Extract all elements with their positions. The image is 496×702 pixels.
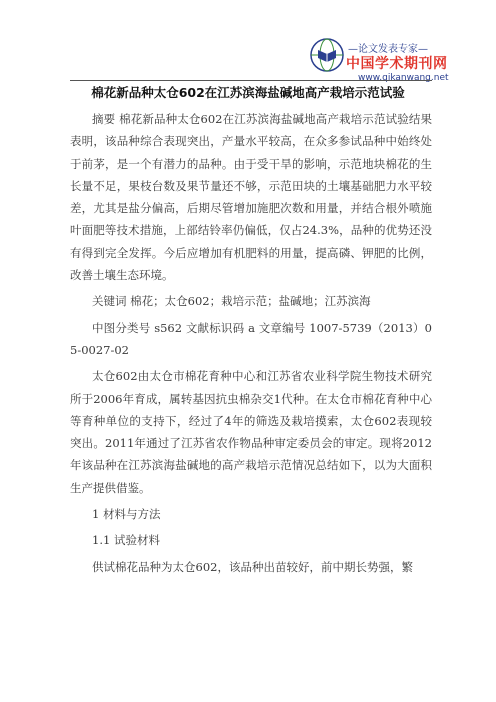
section-heading-1: 1 材料与方法 (92, 507, 161, 522)
document-title: 棉花新品种太仓602在江苏滨海盐碱地高产栽培示范试验 (91, 85, 405, 100)
journal-logo (302, 18, 452, 88)
intro-paragraph: 太仓602由太仓市棉花育种中心和江苏省农业科学院生物技术研究所于2006年育成，属转基因抗虫棉杂交1代种。在太仓市棉花育种中心等育种单位的支持下，经过了4年的筛选及栽培摸索，太仓602表现较突出。2011年通过了江苏省农作物品种审定委员会的审定。现将2012年该品种在江苏滨海盐碱地的高产栽培示范情况总结如下，以为大面积生产提供借鉴。 (70, 369, 432, 495)
section-heading-1-1: 1.1 试验材料 (92, 533, 160, 548)
classification-paragraph: 中图分类号 s562 文献标识码 a 文章编号 1007-5739（2013）05-0027-02 (70, 320, 432, 357)
logo-url: www.qikanwang.net (358, 73, 449, 83)
document-body (70, 108, 432, 578)
abstract-paragraph: 摘要 棉花新品种太仓602在江苏滨海盐碱地高产栽培示范试验结果表明，该品种综合表现突出，产量水平较高，在众多参试品种中始终处于前茅，是一个有潜力的品种。由于受干旱的影响，示范地块棉花的生长量不足，果枝台数及果节量还不够，示范田块的土壤基础肥力水平较差，尤其是盐分偏高，后期尽管增加施肥次数和用量，并结合根外喷施叶面肥等技术措施，上部结铃率仍偏低，仅占24.3%，品种的优势还没有得到完全发挥。今后应增加有机肥料的用量，提高磷、钾肥的比例，改善土壤生态环境。 (70, 112, 432, 283)
logo-brand-name: 中国学术期刊网 (346, 56, 448, 72)
logo-tagline: —论文发表专家— (348, 44, 428, 55)
header-rule (70, 80, 432, 81)
globe-book-icon (310, 38, 344, 72)
materials-paragraph: 供试棉花品种为太仓602，该品种出苗较好，前中期长势强，繁 (92, 559, 413, 574)
keywords-paragraph: 关键词 棉花；太仓602；栽培示范；盐碱地；江苏滨海 (92, 294, 371, 309)
